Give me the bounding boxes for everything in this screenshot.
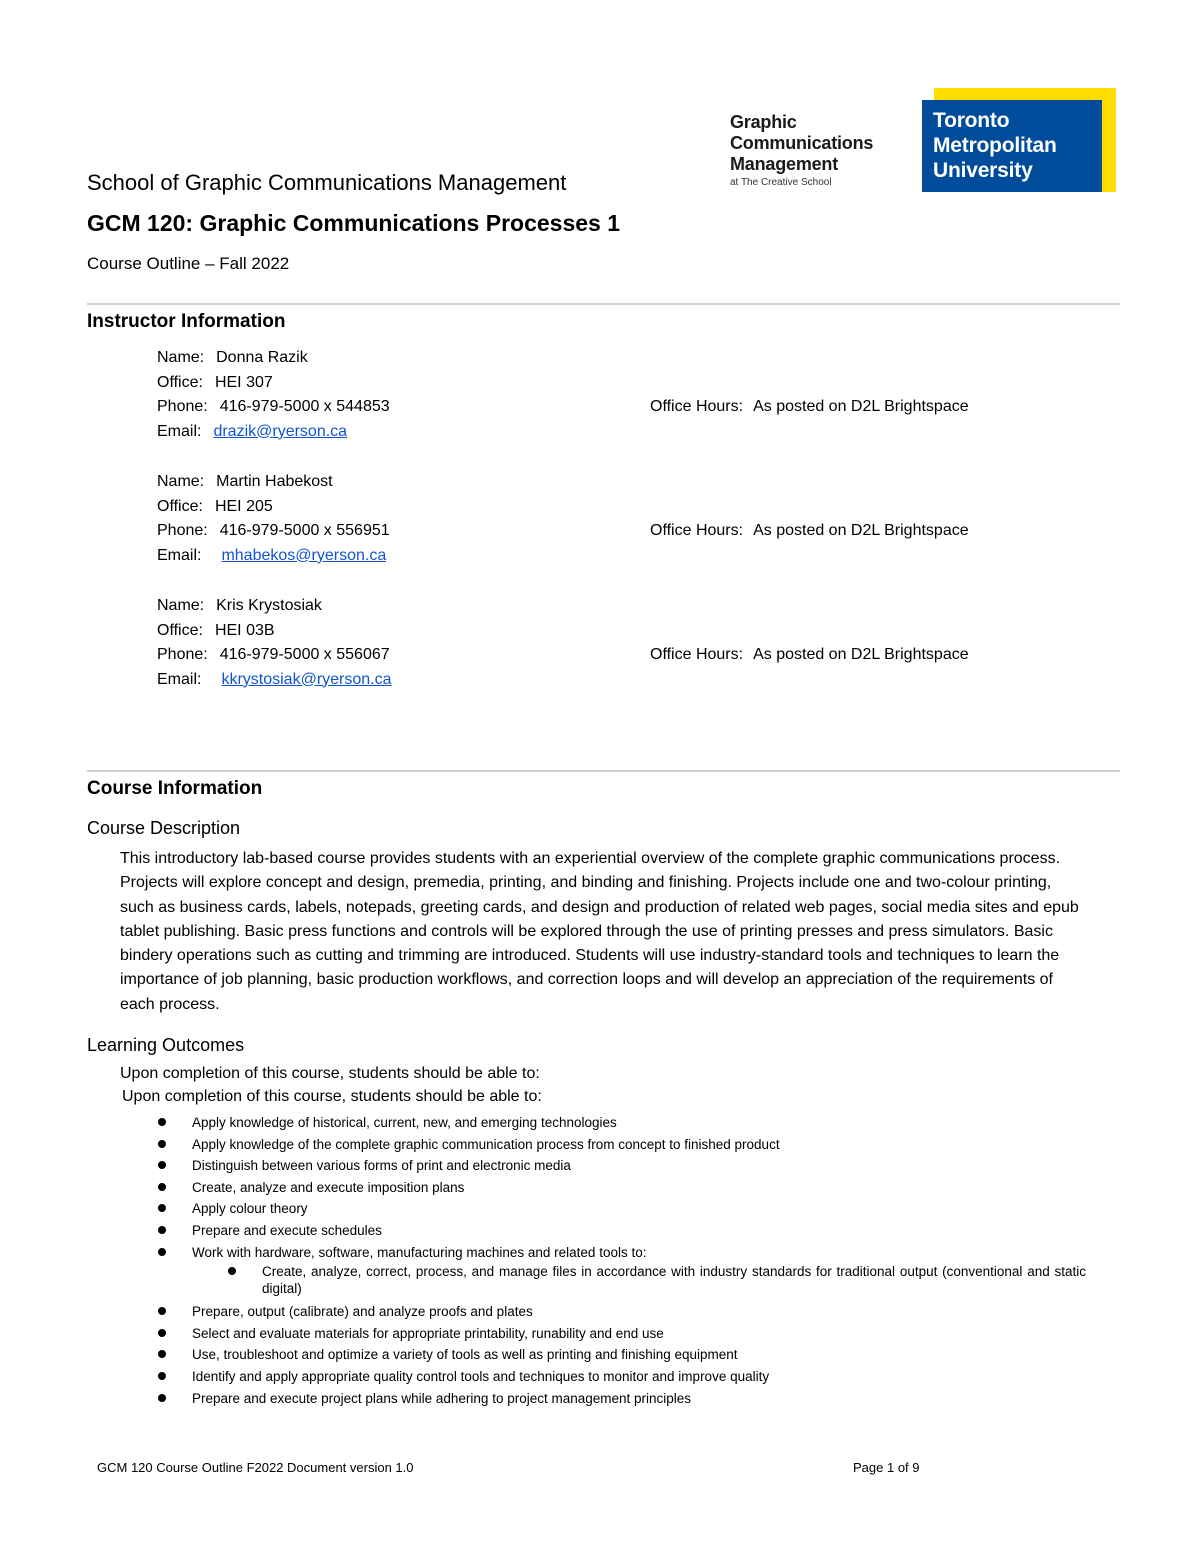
course-description-heading: Course Description [87,818,241,838]
gcm-logo-line: Management [730,154,839,174]
bullet-icon [158,1204,166,1212]
bullet-icon [158,1350,166,1358]
list-item: Work with hardware, software, manufacturing machines and related tools to: [156,1242,1086,1264]
instructor-office: HEI 205 [214,497,273,515]
instructor-phone: 416-979-5000 x 556067 [219,646,390,663]
tmu-logo-line: Metropolitan [933,134,1057,157]
instructor-email-link[interactable]: kkrystosiak@ryerson.ca [221,670,392,688]
office-hours-label: Office Hours: [650,398,744,415]
bullet-icon [158,1372,166,1380]
list-item: Apply knowledge of the complete graphic communication process from concept to finished product [156,1134,1086,1156]
list-item: Prepare and execute schedules [156,1220,1086,1242]
list-item: Identify and apply appropriate quality control tools and techniques to monitor and improve quality [156,1366,1086,1388]
office-hours-value: As posted on D2L Brightspace [753,646,969,663]
instructor-name: Martin Habekost [216,473,333,490]
gcm-logo-line: Communications [730,133,874,153]
bullet-icon [158,1307,166,1315]
phone-label: Phone: [157,646,208,663]
instructor-name: Donna Razik [216,349,308,366]
bullet-icon [158,1248,166,1256]
list-item: Prepare and execute project plans while adhering to project management principles [156,1388,1086,1410]
list-item: Select and evaluate materials for appropriate printability, runability and end use [156,1323,1086,1345]
phone-label: Phone: [157,398,208,415]
course-description: This introductory lab-based course provides students with an experiential overview of the complete graphic communications process. Projects will explore concept and design, premedia, printing, and binding and finishing. Projects include one and two-colour printing, such as business cards, labels, notepads, greeting cards, and design and production of related web pages, social media sites and epub tablet publishing. Basic press functions and controls will be explored through the use of printing presses and press simulators. Basic bindery operations such as cutting and trimming are introduced. Students will use industry-standard tools and techniques to learn the importance of job planning, basic production workflows, and correction loops and will develop an appreciation of the requirements of each process. [120,850,1079,1013]
bullet-icon [158,1226,166,1234]
list-item: Prepare, output (calibrate) and analyze proofs and plates [156,1301,1086,1323]
bullet-icon [158,1140,166,1148]
email-label: Email: [157,670,202,688]
section-divider [87,770,1120,772]
office-label: Office: [157,373,203,391]
footer-page-number: Page 1 of 9 [853,1460,920,1475]
bullet-icon [158,1394,166,1402]
instructor-block [157,470,1057,568]
bullet-icon [158,1161,166,1169]
gcm-logo [730,112,900,189]
gcm-logo-subline: at The Creative School [730,177,832,188]
list-item: Create, analyze and execute imposition plans [156,1177,1086,1199]
tmu-logo [922,100,1102,192]
bullet-icon [158,1329,166,1337]
office-hours-value: As posted on D2L Brightspace [753,522,969,539]
instructor-phone: 416-979-5000 x 556951 [219,522,390,539]
tmu-logo-line: Toronto [933,109,1010,132]
office-hours-label: Office Hours: [650,646,744,663]
sub-list-item: Create, analyze, correct, process, and manage files in accordance with industry standards for traditional output (conventional and static digital) [156,1263,1086,1297]
instructor-email-link[interactable]: drazik@ryerson.ca [213,422,348,440]
tmu-logo-line: University [933,159,1033,182]
bullet-icon [228,1267,236,1275]
phone-label: Phone: [157,522,208,539]
instructor-name: Kris Krystosiak [216,597,322,614]
footer-document-info: GCM 120 Course Outline F2022 Document version 1.0 [97,1460,414,1475]
instructor-block [157,594,1057,692]
section-divider [87,303,1120,305]
bullet-icon [158,1118,166,1126]
course-info-heading: Course Information [87,778,263,799]
office-hours-label: Office Hours: [650,522,744,539]
bullet-icon [158,1183,166,1191]
learning-outcomes-list [156,1112,1086,1409]
instructor-block [157,346,1057,444]
gcm-logo-line: Graphic [730,112,797,132]
email-label: Email: [157,422,202,440]
name-label: Name: [157,473,205,490]
list-item: Apply knowledge of historical, current, new, and emerging technologies [156,1112,1086,1134]
instructor-office: HEI 03B [214,621,275,639]
instructor-office: HEI 307 [214,373,273,391]
email-label: Email: [157,546,202,564]
name-label: Name: [157,597,205,614]
course-title: GCM 120: Graphic Communications Processes 1 [87,210,621,236]
list-item: Use, troubleshoot and optimize a variety of tools as well as printing and finishing equipment [156,1344,1086,1366]
list-item: Distinguish between various forms of print and electronic media [156,1155,1086,1177]
instructor-phone: 416-979-5000 x 544853 [219,398,390,415]
learning-outcomes-heading: Learning Outcomes [87,1035,245,1055]
instructor-heading: Instructor Information [87,311,286,332]
outcomes-intro: Upon completion of this course, students should be able to: [120,1065,540,1082]
office-label: Office: [157,621,203,639]
course-outline-term: Course Outline – Fall 2022 [87,254,290,273]
outcomes-intro: Upon completion of this course, students should be able to: [122,1088,542,1105]
school-name: School of Graphic Communications Management [87,170,567,195]
name-label: Name: [157,349,205,366]
office-hours-value: As posted on D2L Brightspace [753,398,969,415]
list-item: Apply colour theory [156,1198,1086,1220]
instructor-email-link[interactable]: mhabekos@ryerson.ca [221,546,387,564]
office-label: Office: [157,497,203,515]
